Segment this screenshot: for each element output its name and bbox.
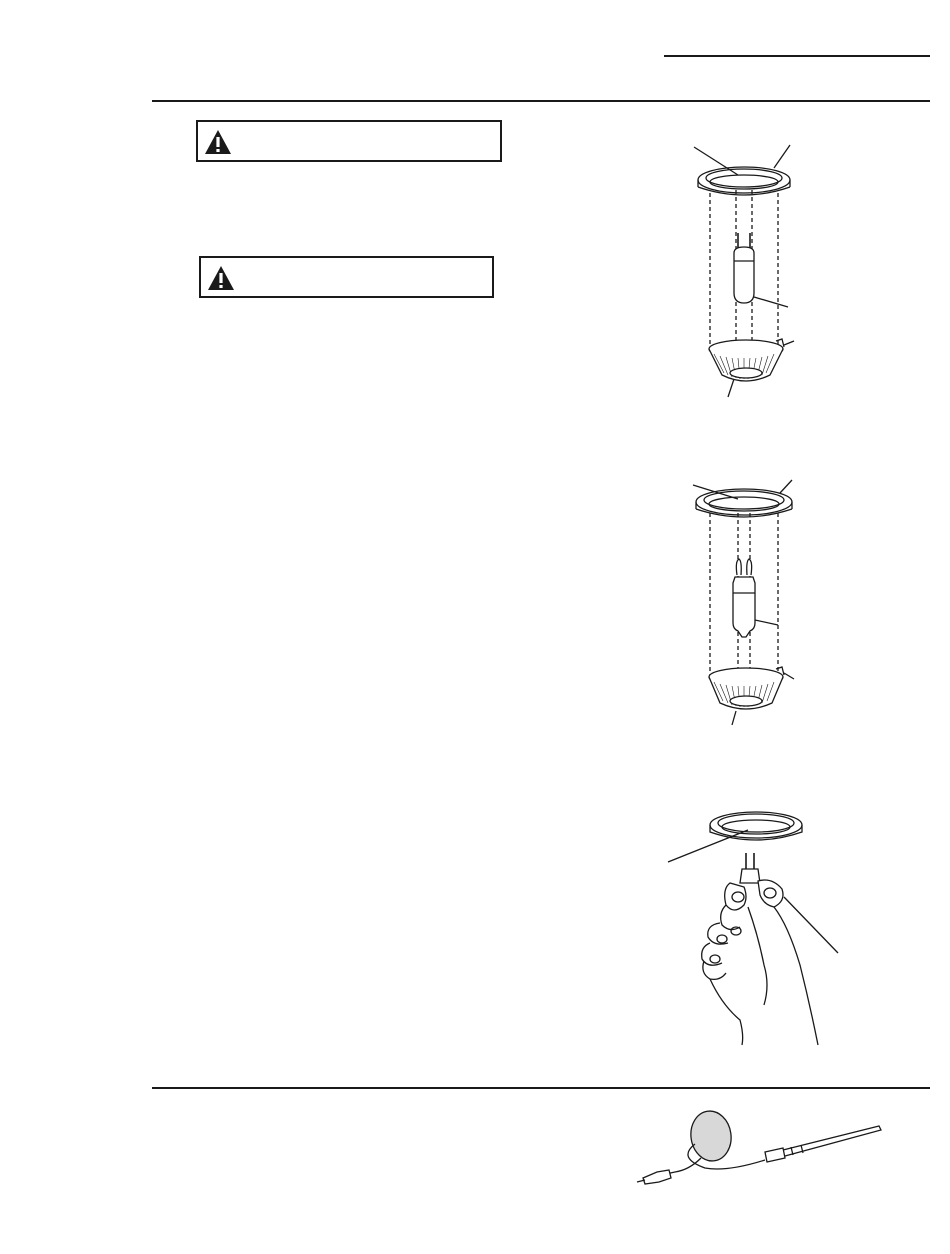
warning-triangle-icon	[204, 129, 232, 155]
warning-box-1	[196, 120, 502, 162]
hand-bulb-removal-icon	[660, 805, 850, 1050]
light-assembly-figure-1	[680, 135, 820, 405]
header-short-rule	[664, 55, 930, 57]
oven-light-exploded-view-icon	[680, 135, 820, 405]
header-rule	[152, 100, 930, 102]
light-assembly-figure-2	[680, 475, 820, 730]
oven-light-exploded-view-icon	[680, 475, 820, 730]
warning-triangle-icon	[207, 265, 235, 291]
temperature-probe-icon	[635, 1100, 885, 1190]
warning-box-2	[199, 256, 494, 298]
section-rule	[152, 1087, 930, 1089]
temperature-probe-figure	[635, 1100, 885, 1190]
hand-bulb-removal-figure	[660, 805, 850, 1050]
